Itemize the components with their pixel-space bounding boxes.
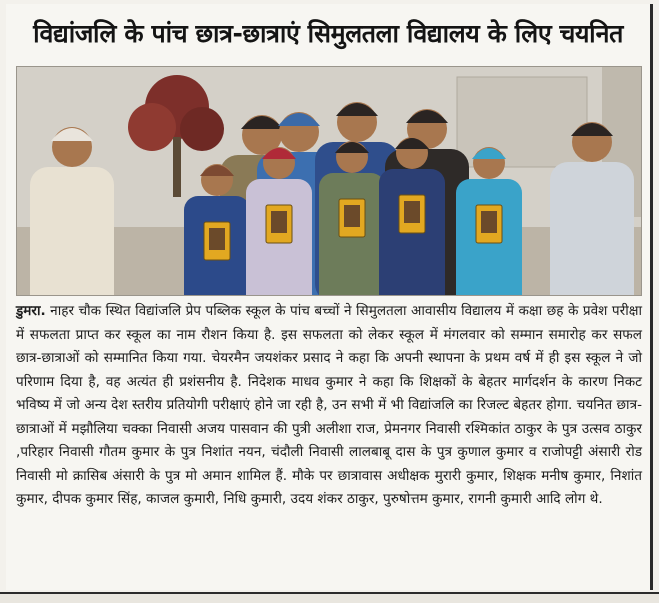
article-paragraph: नाहर चौक स्थित विद्यांजलि प्रेप पब्लिक स्कूल के पांच बच्चों ने सिमुलतला आवासीय विद्यालय में कक्षा छह के प्रवेश परीक्षा में सफलता प्राप्त कर स्कूल का नाम रौशन किया है. इस सफलता को लेकर स्कूल में मंगलवार को सम्मान समारोह कर सफल छात्र-छात्राओं को सम्मानित किया गया. चेयरमैन जयशंकर प्रसाद ने कहा कि अपनी स्थापना के प्रथम वर्ष में ही इस स्कूल ने जो परिणाम दिया है, वह अत्यंत ही प्रशंसनीय है. निदेशक माधव कुमार ने कहा कि शिक्षकों के बेहतर मार्गदर्शन के कारण निकट भविष्य में जो अन्य देश स्तरीय प्रतियोगी परीक्षाएं होने जा रही है, उन सभी में भी विद्यांजलि का रिजल्ट बेहतर होगा. चयनित छात्र-छात्राओं में मझौलिया चक्का निवासी अजय पासवान की पुत्री अलीशा राज, प्रेमनगर निवासी रश्मिकांत ठाकुर के पुत्र उत्सव ठाकुर ,परिहार निवासी गौतम कुमार के पुत्र निशांत नयन, चंदौली निवासी लालबाबू दास के पुत्र कुणाल कुमार व राजोपट्टी अंसारी रोड निवासी मो क्रासिब अंसारी के पुत्र मो अमान शामिल हैं. मौके पर छात्रावास अधीक्षक मुरारी कुमार, शिक्षक मनीष कुमार, निशांत कुमार, दीपक कुमार सिंह, काजल कुमारी, निधि कुमारी, उदय शंकर ठाकुर, पुरुषोत्तम कुमार, रागनी कुमारी आदि लोग थे. [16,303,642,507]
trophy-frame [339,199,365,237]
headline: विद्यांजलि के पांच छात्र-छात्राएं सिमुलतला विद्यालय के लिए चयनित [33,19,623,48]
trophy-frame [399,195,425,233]
article-body [16,300,642,512]
group-photo-illustration [17,67,641,295]
newspaper-clipping [6,4,653,590]
trophy-frame [266,205,292,243]
news-photo [16,66,642,296]
page-bottom-edge [0,592,659,603]
trophy-frame [204,222,230,260]
trophy-frame [476,205,502,243]
dateline: डुमरा. [16,303,46,319]
